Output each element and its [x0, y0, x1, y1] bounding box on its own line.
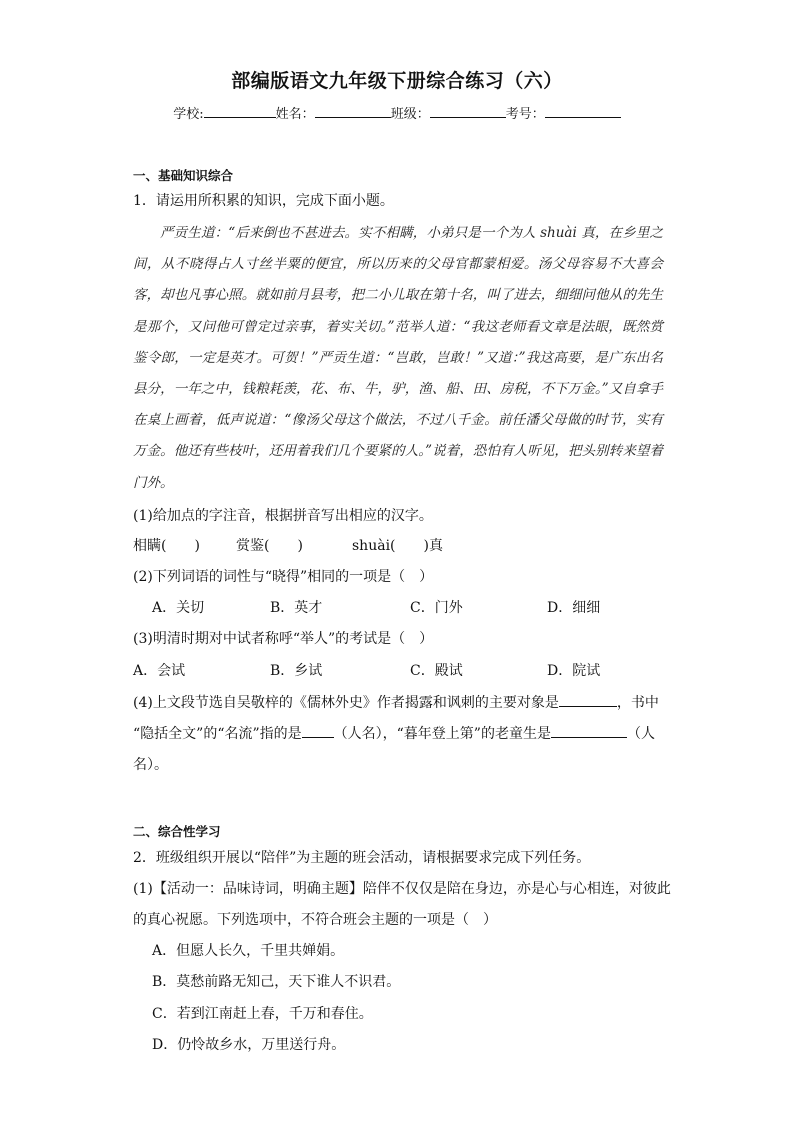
q1-sub4-line1	[133, 692, 659, 712]
sub2-option-a[interactable]: A．关切	[152, 600, 205, 616]
sub4-text-4: （人名），“暮年登上第”的老童生是	[333, 726, 551, 742]
exam-number-label: 考号：	[505, 107, 545, 122]
sub3-option-b[interactable]: B．乡试	[270, 663, 323, 679]
sub3-option-d[interactable]: D．院试	[547, 663, 601, 679]
sub4-text-5: （人	[626, 726, 655, 742]
sub3-option-c[interactable]: C．殿试	[410, 663, 463, 679]
q1-sub4-line3: 名）。	[133, 757, 168, 773]
school-label: 学校:	[173, 107, 204, 122]
sub1-item-1: 相瞒( )	[133, 538, 200, 554]
sub1-item-3: shuài( )真	[352, 538, 443, 554]
sub3-option-a[interactable]: A．会试	[133, 663, 186, 679]
sub4-blank-2[interactable]	[302, 723, 334, 738]
question-2: 2．班级组织开展以“陪伴”为主题的班会活动，请根据要求完成下列任务。	[133, 850, 591, 866]
reading-passage: 严贡生道：“后来倒也不甚进去。实不相瞒，小弟只是一个为人 shuài 真，在乡里之间，从不晓得占人寸丝半粟的便宜，所以历来的父母官都蒙相爱。汤父母容易不大喜会客，却也凡事心照。就如前月县考，把二小儿取在第十名，叫了进去，细细问他从的先生是那个，又问他可曾定过亲事，着实关切。”范举人道：“我这老师看文章是法眼，既然赏鉴令郎，一定是英才。可贺！”严贡生道：“岂敢，岂敢！”又道：”我这高要，是广东出名县分，一年之中，钱粮耗羡，花、布、牛，驴，渔、船、田、房税，不下万金。”又自拿手在桌上画着，低声说道：“像汤父母这个做法，不过八千金。前任潘父母做的时节，实有万金。他还有些枝叶，还用着我们几个要紧的人。”说着，恐怕有人听见，把头别转来望着门外。	[133, 225, 663, 491]
q1-sub3: (3)明清时期对中试者称呼“举人”的考试是（ ）	[133, 631, 434, 647]
q2-option-c[interactable]: C．若到江南赶上春，千万和春住。	[152, 1006, 373, 1022]
class-blank[interactable]	[430, 104, 506, 118]
sub2-option-d[interactable]: D．细细	[547, 600, 601, 616]
sub1-item-2: 赏鉴( )	[236, 538, 303, 554]
q2-option-b[interactable]: B．莫愁前路无知己，天下谁人不识君。	[152, 974, 401, 990]
section-heading-2: 二、综合性学习	[133, 824, 221, 839]
class-label: 班级：	[390, 107, 430, 122]
exam-number-blank[interactable]	[545, 104, 621, 118]
sub4-blank-3[interactable]	[551, 723, 627, 738]
q1-sub4-line2	[133, 723, 655, 743]
page-title: 部编版语文九年级下册综合练习（六）	[231, 70, 563, 92]
name-label: 姓名：	[275, 107, 315, 122]
q1-sub2: (2)下列词语的词性与“晓得”相同的一项是（ ）	[133, 569, 434, 585]
name-blank[interactable]	[315, 104, 391, 118]
sub4-text-1: (4)上文段节选自吴敬梓的《儒林外史》作者揭露和讽刺的主要对象是	[133, 695, 559, 711]
q2-sub1-line1: (1)【活动一：品味诗词，明确主题】陪伴不仅仅是陪在身边，亦是心与心相连，对彼此	[133, 881, 671, 897]
sub2-option-b[interactable]: B．英才	[270, 600, 323, 616]
q1-sub1: (1)给加点的字注音，根据拼音写出相应的汉字。	[133, 508, 433, 524]
sub4-text-2: ，书中	[616, 695, 659, 711]
school-blank[interactable]	[204, 104, 276, 118]
sub2-option-c[interactable]: C．门外	[410, 600, 463, 616]
section-heading-1: 一、基础知识综合	[133, 168, 234, 183]
sub4-text-3: “隐括全文”的“名流”指的是	[133, 726, 302, 742]
question-1: 1．请运用所积累的知识，完成下面小题。	[133, 193, 394, 209]
q2-option-d[interactable]: D．仍怜故乡水，万里送行舟。	[152, 1037, 346, 1053]
sub4-blank-1[interactable]	[559, 692, 617, 707]
q2-sub1-line2: 的真心祝愿。下列选项中，不符合班会主题的一项是（ ）	[133, 912, 497, 928]
student-info-line	[0, 103, 794, 122]
q2-option-a[interactable]: A．但愿人长久，千里共婵娟。	[152, 943, 345, 959]
